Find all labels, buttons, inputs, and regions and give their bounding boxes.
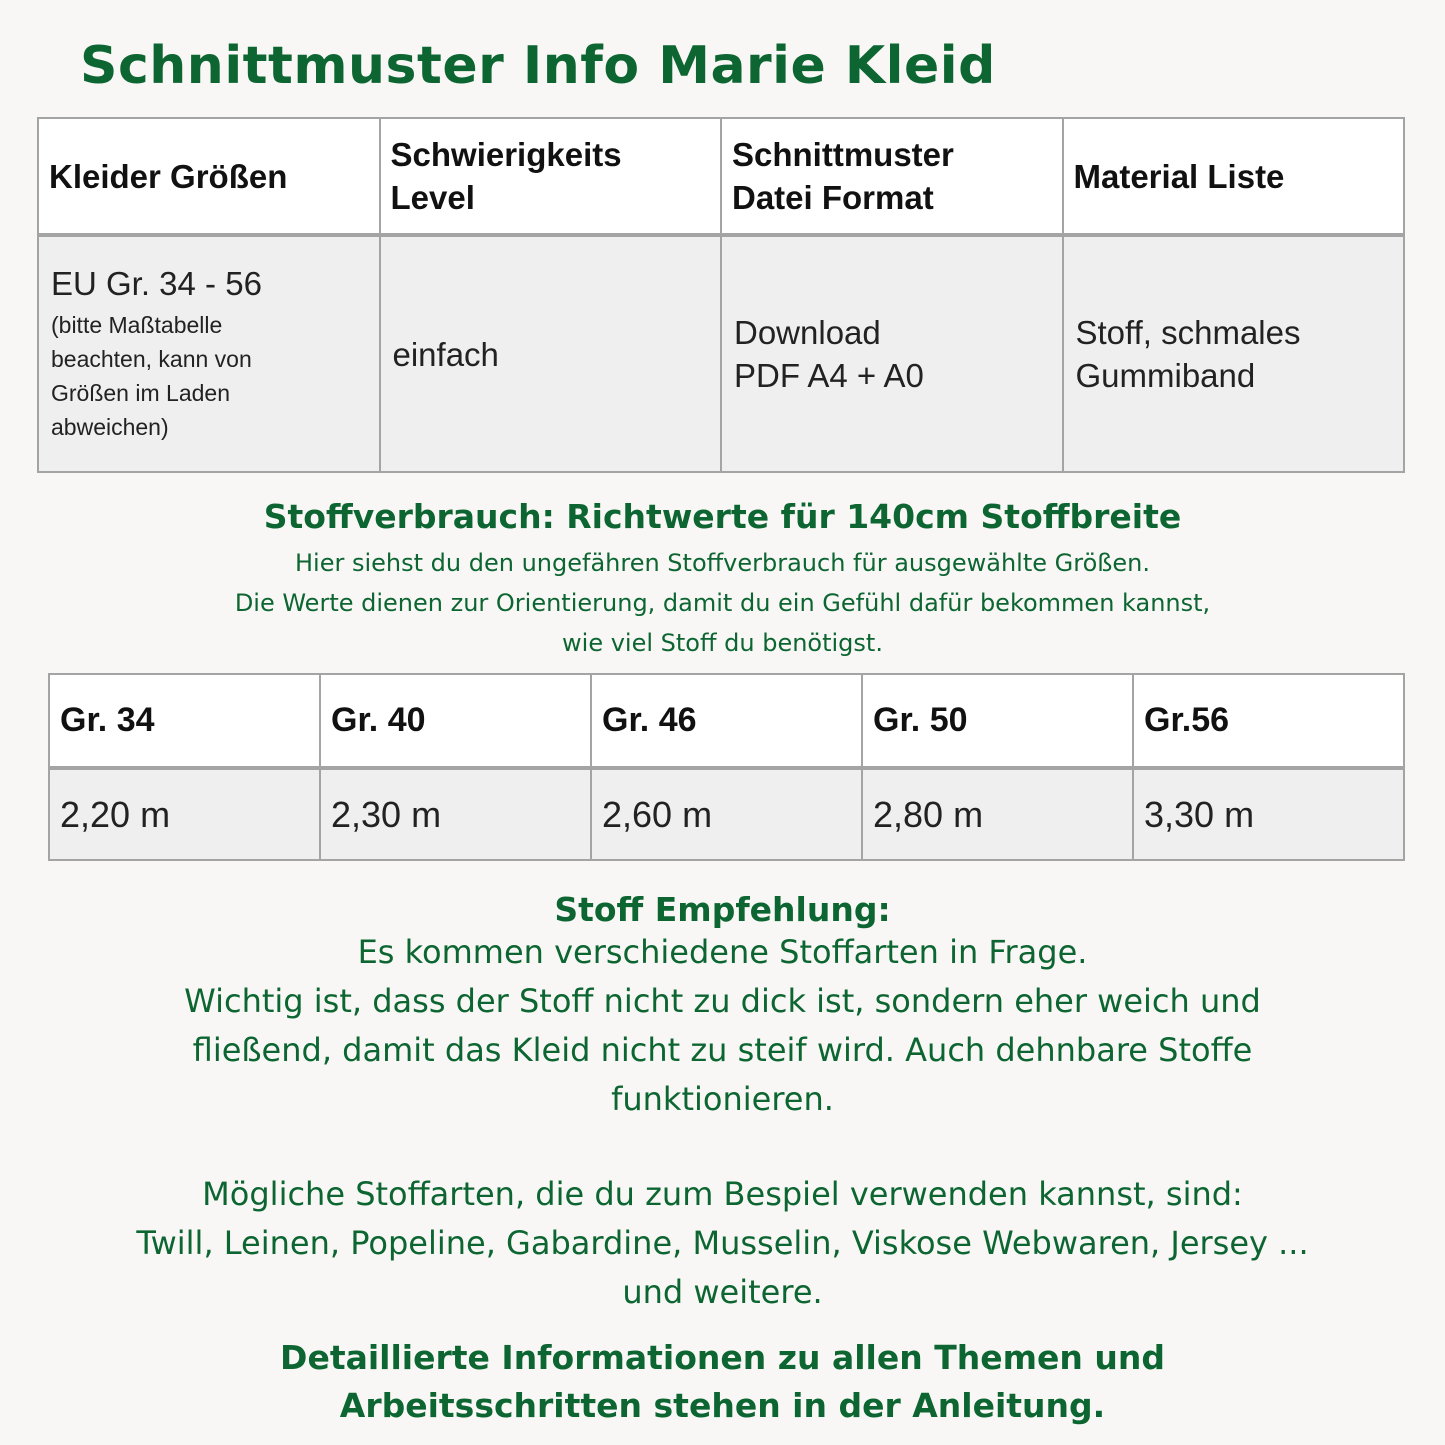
size-header: Gr. 50 bbox=[862, 674, 1133, 768]
sizes-note: (bitte Maßtabelle beachten, kann von Größen im Laden abweichen) bbox=[51, 312, 252, 440]
header-format: Schnittmuster Datei Format bbox=[721, 118, 1063, 235]
consumption-value: 3,30 m bbox=[1133, 768, 1404, 860]
consumption-value-row bbox=[49, 768, 1404, 860]
consumption-heading: Stoffverbrauch: Richtwerte für 140cm Stoffbreite bbox=[263, 497, 1182, 536]
recommendation-text: Es kommen verschiedene Stoffarten in Frage. Wichtig ist, dass der Stoff nicht zu dick ist, sondern eher weich und fließend, damit das Kleid nicht zu steif wird. Auch dehnbare Stoffe funktionieren. bbox=[184, 933, 1261, 1118]
info-value-row bbox=[38, 235, 1404, 472]
footer-note: Detaillierte Informationen zu allen Themen und Arbeitsschritten stehen in der Anleitung. bbox=[280, 1338, 1165, 1425]
header-level: Schwierigkeits Level bbox=[380, 118, 722, 235]
cell-format: Download PDF A4 + A0 bbox=[721, 235, 1063, 472]
size-header: Gr. 46 bbox=[591, 674, 862, 768]
cell-sizes bbox=[38, 235, 380, 472]
size-header: Gr. 34 bbox=[49, 674, 320, 768]
consumption-table bbox=[48, 673, 1405, 861]
cell-material: Stoff, schmales Gummiband bbox=[1063, 235, 1405, 472]
cell-level: einfach bbox=[380, 235, 722, 472]
consumption-intro: Hier siehst du den ungefähren Stoffverbrauch für ausgewählte Größen. Die Werte dienen zur Orientierung, damit du ein Gefühl dafür bekommen kannst, wie viel Stoff du benötigst. bbox=[234, 549, 1211, 657]
size-header: Gr.56 bbox=[1133, 674, 1404, 768]
sizes-main: EU Gr. 34 - 56 bbox=[51, 265, 262, 302]
consumption-value: 2,80 m bbox=[862, 768, 1133, 860]
header-sizes: Kleider Größen bbox=[38, 118, 380, 235]
info-table bbox=[37, 117, 1405, 473]
consumption-value: 2,30 m bbox=[320, 768, 591, 860]
recommendation-heading: Stoff Empfehlung: bbox=[554, 890, 891, 929]
consumption-value: 2,60 m bbox=[591, 768, 862, 860]
info-header-row bbox=[38, 118, 1404, 235]
size-header: Gr. 40 bbox=[320, 674, 591, 768]
consumption-value: 2,20 m bbox=[49, 768, 320, 860]
page-title: Schnittmuster Info Marie Kleid bbox=[80, 36, 996, 96]
header-material: Material Liste bbox=[1063, 118, 1405, 235]
consumption-size-row bbox=[49, 674, 1404, 768]
fabric-types: Mögliche Stoffarten, die du zum Bespiel verwenden kannst, sind: Twill, Leinen, Popeline, Gabardine, Musselin, Viskose Webwaren, Jersey ... und weitere. bbox=[136, 1175, 1309, 1311]
